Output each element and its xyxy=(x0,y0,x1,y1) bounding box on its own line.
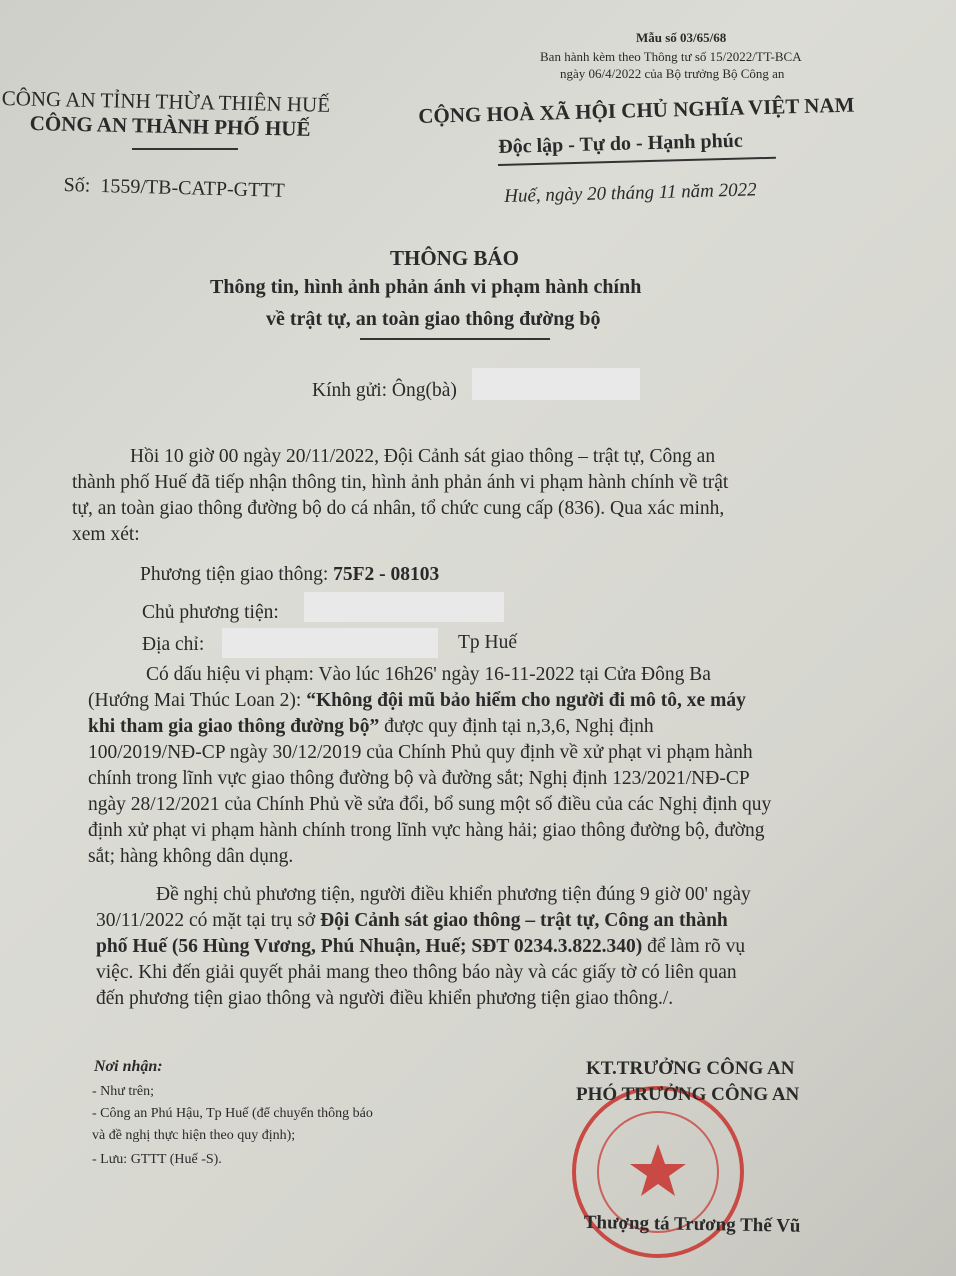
recipients-heading: Nơi nhận: xyxy=(94,1058,163,1075)
intro-line: xem xét: xyxy=(72,524,140,545)
violation-line: khi tham gia giao thông đường bộ” được quy định tại n,3,6, Nghị định xyxy=(88,716,654,737)
request-line: Đề nghị chủ phương tiện, người điều khiển phương tiện đúng 9 giờ 00' ngày xyxy=(156,884,751,905)
violation-line: ngày 28/12/2021 của Chính Phủ về sửa đổi, bổ sung một số điều của các Nghị định quy xyxy=(88,794,772,815)
national-motto: Độc lập - Tự do - Hạnh phúc xyxy=(498,129,743,158)
document-subject-line1: Thông tin, hình ảnh phản ánh vi phạm hành chính xyxy=(210,276,642,298)
national-title: CỘNG HOÀ XÃ HỘI CHỦ NGHĨA VIỆT NAM xyxy=(418,92,855,128)
title-underline xyxy=(360,338,550,340)
recipient-item: - Như trên; xyxy=(92,1084,155,1099)
issued-by-line: Ban hành kèm theo Thông tư số 15/2022/TT-BCA xyxy=(540,49,802,64)
intro-line: Hồi 10 giờ 00 ngày 20/11/2022, Đội Cảnh sát giao thông – trật tự, Công an xyxy=(130,446,716,467)
redacted-address xyxy=(222,628,438,658)
signer-name: Thượng tá Trương Thế Vũ xyxy=(583,1212,801,1237)
request-line: việc. Khi đến giải quyết phải mang theo thông báo này và các giấy tờ có liên quan xyxy=(96,962,737,983)
redacted-recipient-name xyxy=(472,368,640,400)
redacted-owner-name xyxy=(304,592,504,622)
violation-line: chính trong lĩnh vực giao thông đường bộ và đường sắt; Nghị định 123/2021/NĐ-CP xyxy=(88,768,750,789)
recipient-item: và đề nghị thực hiện theo quy định); xyxy=(92,1128,296,1143)
violation-line: định xử phạt vi phạm hành chính trong lĩnh vực hàng hải; giao thông đường bộ, đường xyxy=(88,820,765,841)
violation-line: 100/2019/NĐ-CP ngày 30/12/2019 của Chính Phủ quy định về xử phạt vi phạm hành xyxy=(88,742,753,763)
address-city: Tp Huế xyxy=(458,632,518,653)
violation-line: Có dấu hiệu vi phạm: Vào lúc 16h26' ngày 16-11-2022 tại Cửa Đông Ba xyxy=(146,664,711,685)
parent-organization: CÔNG AN TỈNH THỪA THIÊN HUẾ xyxy=(1,86,331,117)
vehicle-label: Phương tiện giao thông: xyxy=(140,564,329,585)
intro-line: tự, an toàn giao thông đường bộ do cá nhân, tổ chức cung cấp (836). Qua xác minh, xyxy=(72,498,725,519)
violation-line: sắt; hàng không dân dụng. xyxy=(88,846,294,867)
signature-authority-line1: KT.TRƯỞNG CÔNG AN xyxy=(586,1058,795,1079)
form-number: Mẫu số 03/65/68 xyxy=(636,30,727,45)
org-underline xyxy=(132,148,238,150)
request-line: đến phương tiện giao thông và người điều khiển phương tiện giao thông./. xyxy=(96,988,674,1009)
signature-authority-line2: PHÓ TRƯỞNG CÔNG AN xyxy=(576,1084,800,1105)
motto-underline xyxy=(498,157,776,166)
greeting: Kính gửi: Ông(bà) xyxy=(312,380,457,401)
document-number xyxy=(63,174,285,203)
request-line: 30/11/2022 có mặt tại trụ sở Đội Cảnh sát giao thông – trật tự, Công an thành xyxy=(96,910,728,931)
owner-label: Chủ phương tiện: xyxy=(142,602,279,623)
vehicle-field xyxy=(140,564,439,586)
issuing-organization: CÔNG AN THÀNH PHỐ HUẾ xyxy=(29,111,311,141)
vehicle-plate: 75F2 - 08103 xyxy=(333,564,440,585)
request-line: phố Huế (56 Hùng Vương, Phú Nhuận, Huế; SĐT 0234.3.822.340) để làm rõ vụ xyxy=(96,936,746,957)
intro-line: thành phố Huế đã tiếp nhận thông tin, hình ảnh phản ánh vi phạm hành chính về trật xyxy=(72,472,729,493)
violation-line: (Hướng Mai Thúc Loan 2): “Không đội mũ bảo hiểm cho người đi mô tô, xe máy xyxy=(88,690,746,711)
number-value: 1559/TB-CATP-GTTT xyxy=(100,174,286,202)
number-label: Số: xyxy=(63,174,91,197)
document-type: THÔNG BÁO xyxy=(390,246,519,270)
document-subject-line2: về trật tự, an toàn giao thông đường bộ xyxy=(266,308,601,330)
issued-date-line: ngày 06/4/2022 của Bộ trưởng Bộ Công an xyxy=(560,66,785,81)
recipient-item: - Công an Phú Hậu, Tp Huế (để chuyển thông báo xyxy=(92,1106,373,1121)
issue-date: Huế, ngày 20 tháng 11 năm 2022 xyxy=(504,179,757,207)
address-label: Địa chỉ: xyxy=(142,634,205,655)
recipient-item: - Lưu: GTTT (Huế -S). xyxy=(92,1152,222,1167)
